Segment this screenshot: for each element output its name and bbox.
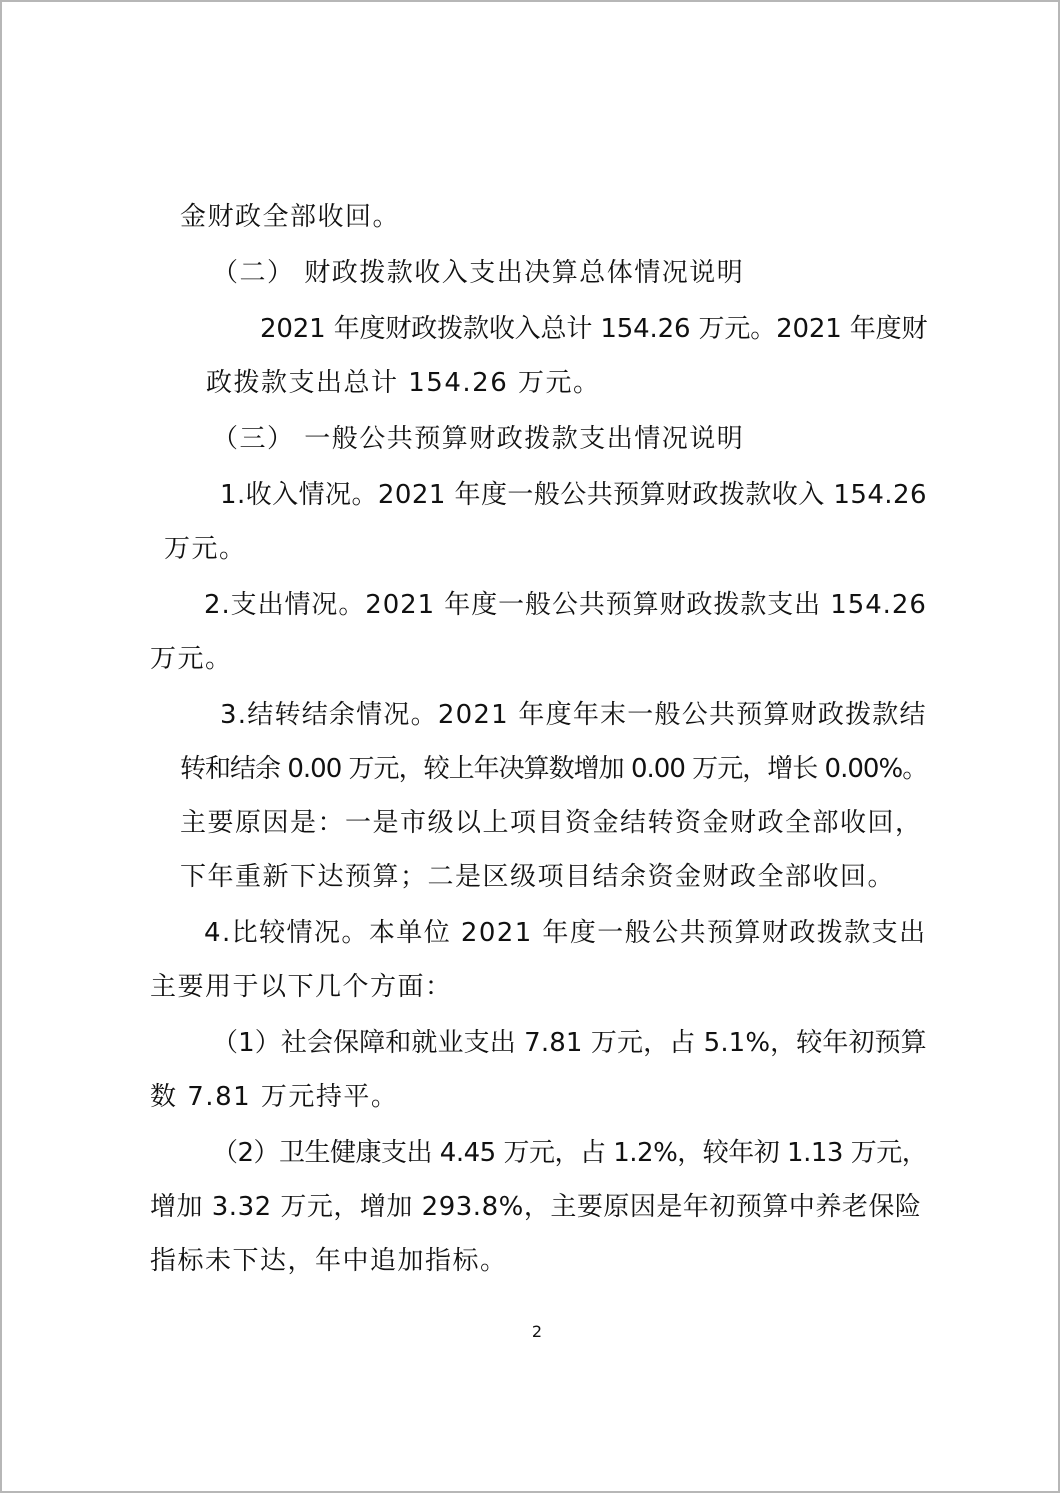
text-line-14: 4.比较情况。本单位 2021 年度一般公共预算财政拨款支出 [204, 918, 927, 948]
text-line-8: 2.支出情况。2021 年度一般公共预算财政拨款支出 154.26 [204, 590, 927, 620]
section-heading-3: （三） 一般公共预算财政拨款支出情况说明 [212, 424, 745, 454]
text-line-1: 金财政全部收回。 [180, 202, 401, 232]
text-line-3: 2021 年度财政拨款收入总计 154.26 万元。2021 年度财 [260, 314, 928, 344]
text-line-16: （1）社会保障和就业支出 7.81 万元，占 5.1%，较年初预算 [212, 1028, 927, 1058]
text-line-6: 1.收入情况。2021 年度一般公共预算财政拨款收入 154.26 [220, 480, 927, 510]
text-line-9: 万元。 [150, 644, 233, 674]
text-line-19: 增加 3.32 万元，增加 293.8%，主要原因是年初预算中养老保险 [150, 1192, 922, 1222]
text-line-13: 下年重新下达预算；二是区级项目结余资金财政全部收回。 [180, 862, 896, 892]
text-line-17: 数 7.81 万元持平。 [150, 1082, 399, 1112]
text-line-10: 3.结转结余情况。2021 年度年末一般公共预算财政拨款结 [220, 700, 927, 730]
text-line-15: 主要用于以下几个方面： [150, 972, 453, 1002]
section-heading-2: （二） 财政拨款收入支出决算总体情况说明 [212, 258, 745, 288]
text-line-12: 主要原因是：一是市级以上项目资金结转资金财政全部收回， [180, 808, 923, 838]
text-line-4: 政拨款支出总计 154.26 万元。 [206, 368, 601, 398]
page-number: 2 [531, 1322, 543, 1341]
text-line-20: 指标未下达，年中追加指标。 [150, 1246, 508, 1276]
text-line-7: 万元。 [164, 534, 247, 564]
text-line-11: 转和结余 0.00 万元，较上年决算数增加 0.00 万元，增长 0.00%。 [180, 754, 928, 784]
text-line-18: （2）卫生健康支出 4.45 万元，占 1.2%，较年初 1.13 万元， [212, 1138, 928, 1168]
